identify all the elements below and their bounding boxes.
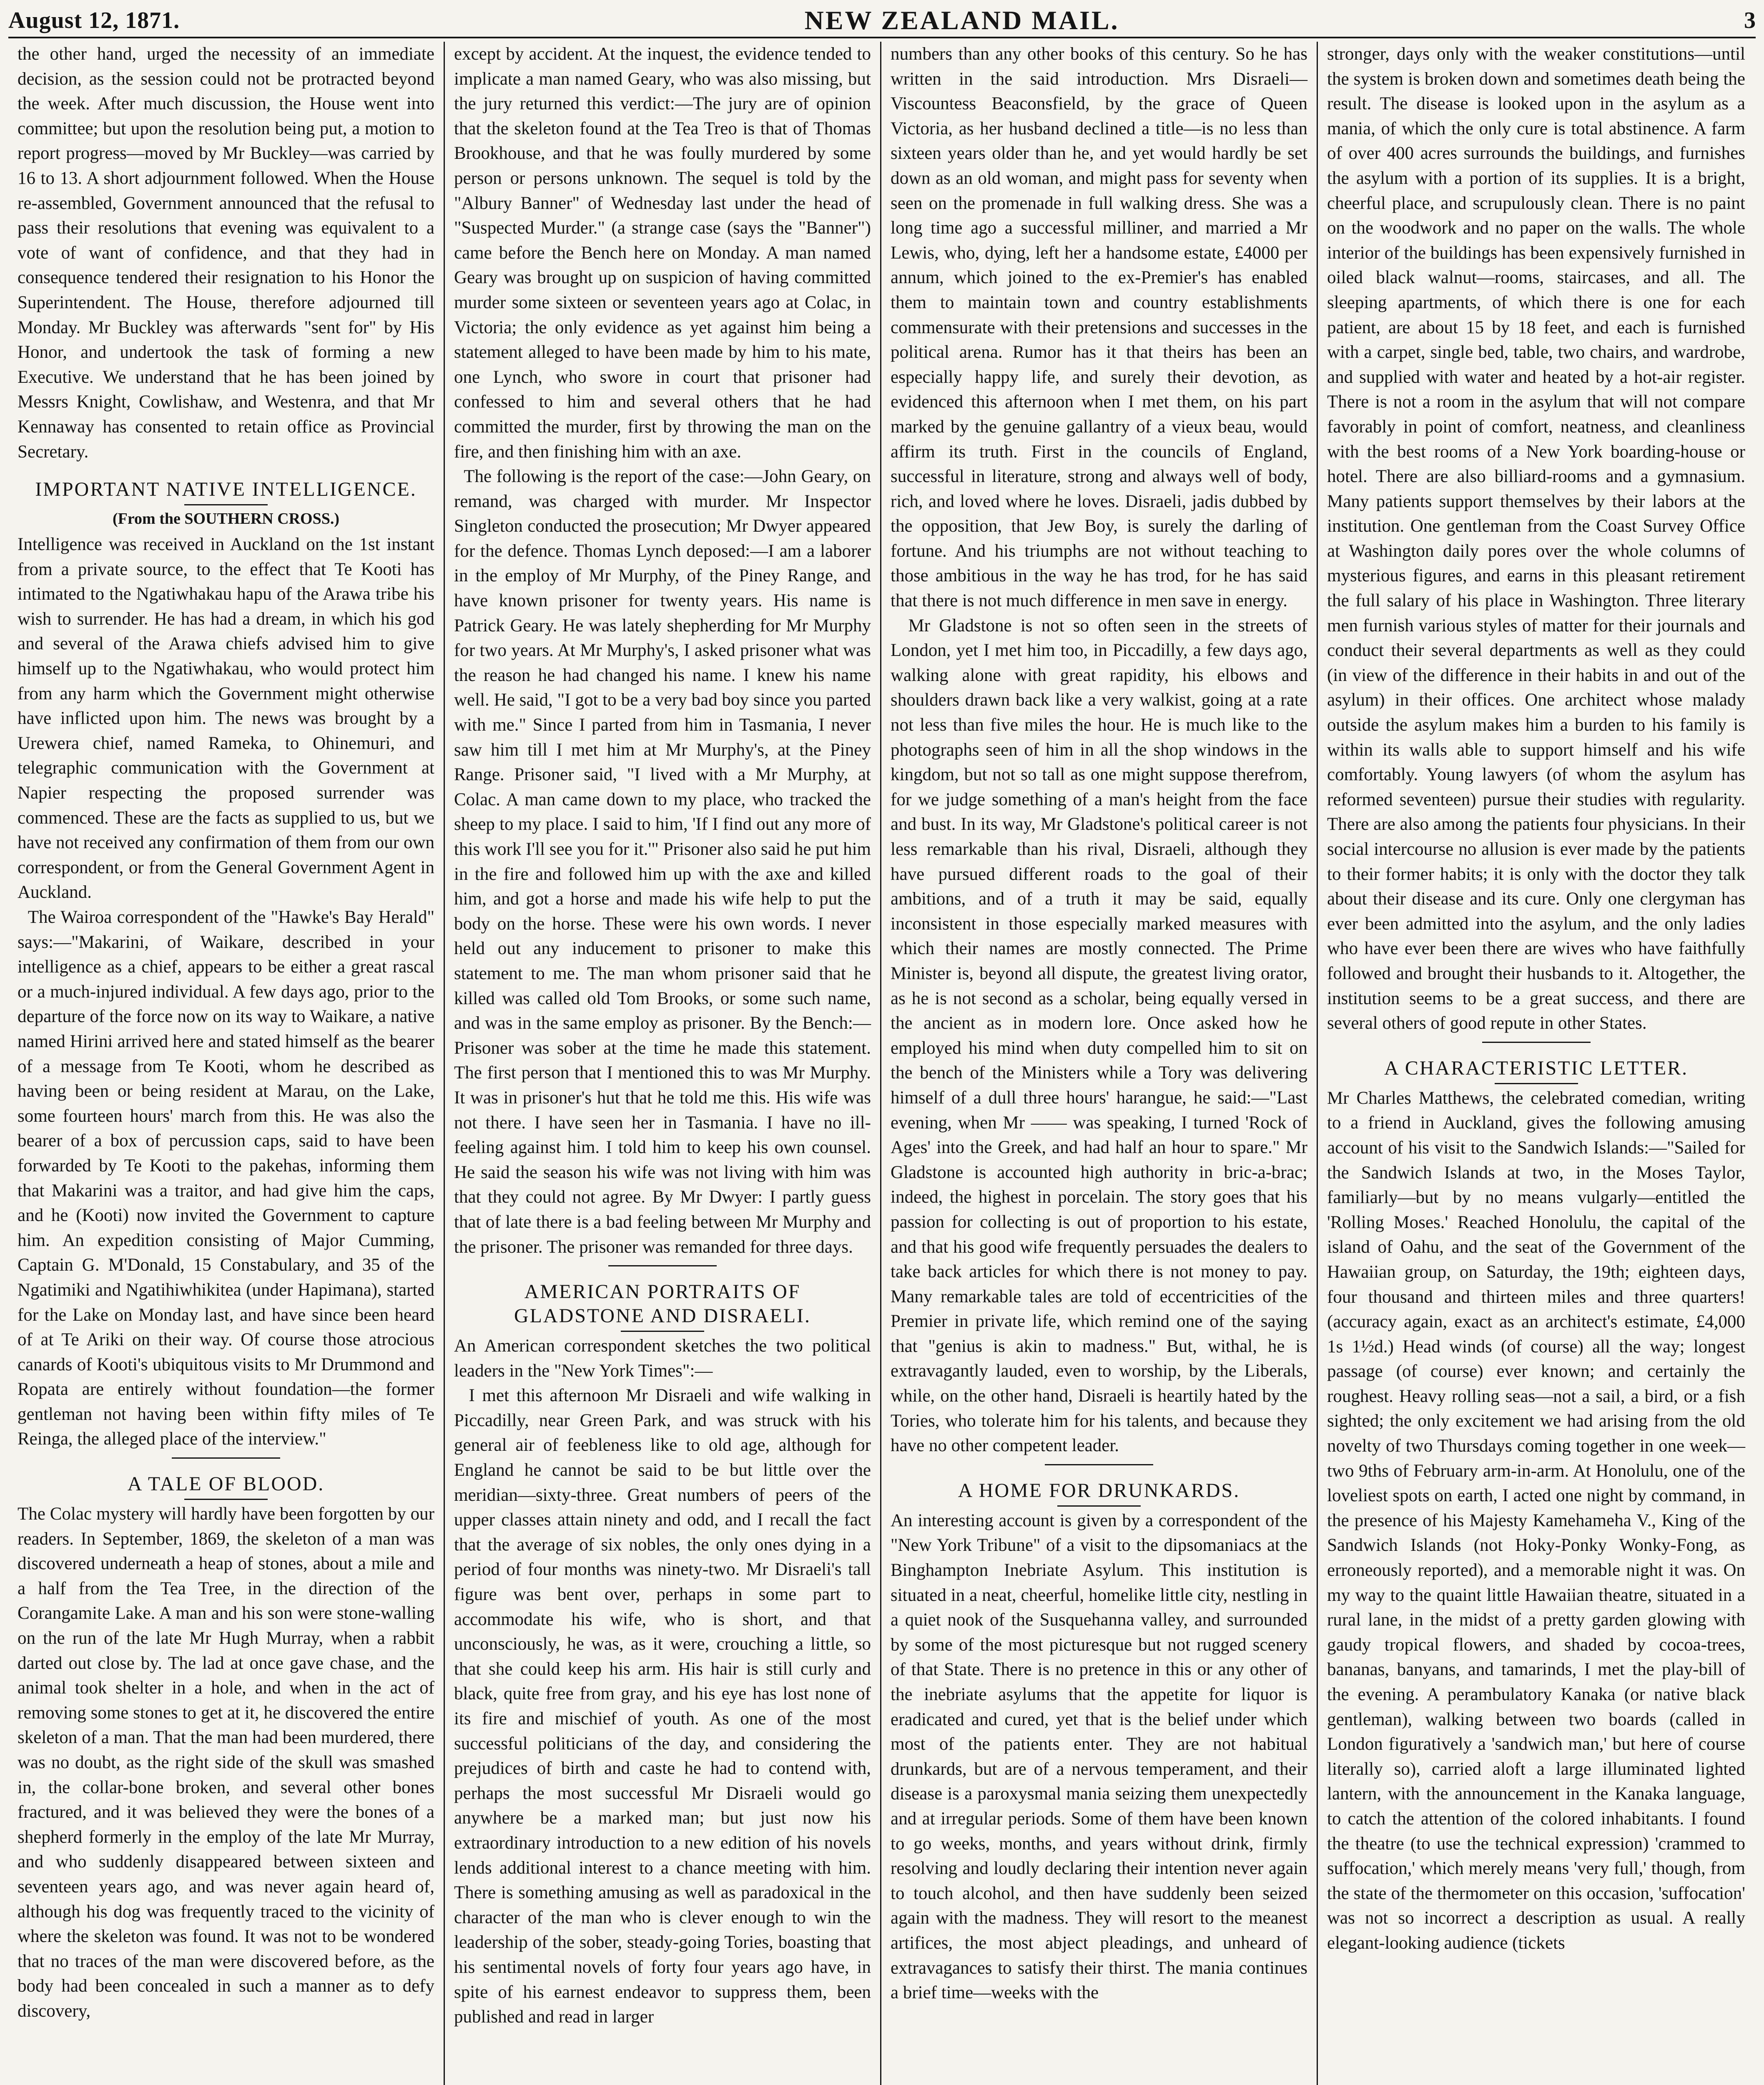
article-tale-of-blood: The Colac mystery will hardly have been forgotten by our readers. In September, 1869, the skeleton of a man was discovered underneath a heap of stones, about a mile and a half from the Tea Tree, in the direction of the Corangamite Lake. A man and his son were stone-walling on the run of the late Mr Hugh Murray, when a rabbit darted out close by. The lad at once gave chase, and the animal took shelter in a hole, and when in the act of removing some stones to get at it, he discovered the entire skeleton of a man. That the man had been murdered, there was no doubt, as the right side of the skull was smashed in, the collar-bone broken, and several other bones fractured, and it was believed they were the bones of a shepherd formerly in the employ of the late Mr Murray, and who suddenly disappeared between sixteen and seventeen years ago, and was never again heard of, although his dog was frequently traced to the vicinity of where the skeleton was found. It was not to be wondered that no traces of the man were discovered before, as the body had been concealed in such a manner as to defy discovery, (18, 1504, 439, 2021)
headline-characteristic-letter: A CHARACTERISTIC LETTER. (1384, 1057, 1689, 1079)
article-divider (608, 1265, 717, 1266)
masthead (8, 4, 1756, 38)
headline-rule (621, 1331, 704, 1332)
article-source: (From the SOUTHERN CROSS.) (113, 510, 339, 528)
issue-date: August 12, 1871. (8, 8, 180, 33)
article-american-portraits: An American correspondent sketches the two political leaders in the "New York Times":— I met this afternoon Mr Disraeli and wife walking in Piccadilly, near Green Park, and was struck with his general air of feebleness like to old age, although for England he cannot be said to be but little over the meridian—sixty-three. Great numbers of peers of the upper classes attain ninety and odd, and I recall the fact that the average of six nobles, the only ones dying in a period of four months was ninety-two. Mr Disraeli's tall figure was bent over, perhaps in some part to accommodate his wife, who is short, and that unconsciously, he was, as it were, crouching a little, so that she could keep his arm. His hair is still curly and black, quite free from gray, and his eye has lost none of its fire and mischief of youth. As one of the most successful politicians of the day, and considering the prejudices of birth and caste he had to contend with, perhaps the most successful Mr Disraeli would go anywhere be a marked man; but just now his extraordinary introduction to a new edition of his novels lends additional interest to a chance meeting with him. There is something amusing as well as paradoxical in the character of the man who is clever enough to win the leadership of the sober, steady-going Tories, boasting that his sentimental novels of forty four years ago have, in spite of his earnest endeavor to suppress them, been published and read in larger (454, 1336, 871, 2027)
headline-tale-of-blood: A TALE OF BLOOD. (127, 1473, 325, 1495)
article-characteristic-letter: Mr Charles Matthews, the celebrated comedian, writing to a friend in Auckland, gives the following amusing account of his visit to the Sandwich Islands:—"Sailed for the Sandwich Islands at two, in the Moses Taylor, familiarly—but by no means vulgarly—entitled the 'Rolling Moses.' Reached Honolulu, the capital of the island of Oahu, and the seat of the Government of the Hawaiian group, on Saturday, the 19th; eighteen days, four thousand and thirteen miles and three quarters! (accuracy again, exact as an architect's estimate, £4,000 1s 1½d.) Head winds (of course) all the way; longest passage (of course) ever known; and certainly the roughest. Heavy rolling seas—not a sail, a bird, or a fish sighted; the only excitement we had arising from the old novelty of two Thursdays coming together in one week—two 9ths of February arm-in-arm. At Honolulu, one of the loveliest spots on earth, I acted one night by command, in the presence of his Majesty Kamehameha V., King of the Sandwich Islands (not Hoky-Ponky Wonky-Fong, as erroneously reported), and a memorable night it was. On my way to the quaint little Hawaiian theatre, situated in a rural lane, in the midst of a pretty garden glowing with gaudy tropical flowers, and shaded by cocoa-trees, bananas, banyans, and tamarinds, I met the play-bill of the evening. A perambulatory Kanaka (or native black gentleman), walking between two boards (called in London figuratively a 'sandwich man,' but here of course literally so), carried aloft a large illuminated lighted lantern, with the announcement in the Kanaka language, to catch the attention of the colored inhabitants. I found the theatre (to use the technical expression) 'crammed to suffocation,' which merely means 'very full,' though, from the state of the thermometer on this occasion, 'suffocation' was not so incorrect a description as usual. A really elegant-looking audience (tickets (1327, 1088, 1750, 1953)
headline-rule (184, 504, 268, 505)
article-divider (1045, 1464, 1153, 1465)
article-home-for-drunkards-continued: stronger, days only with the weaker constitutions—until the system is broken down and sometimes death being the result. The disease is looked upon in the asylum as a mania, of which the only cure is total abstinence. A farm of over 400 acres surrounds the buildings, and furnishes the asylum with a portion of its supplies. It is a bright, cheerful place, and scrupulously clean. There is no paint on the woodwork and no paper on the walls. The whole interior of the buildings has been expensively furnished in oiled black walnut—rooms, staircases, and all. The sleeping apartments, of which there is one for each patient, are about 15 by 18 feet, and each is furnished with a carpet, single bed, table, two chairs, and wardrobe, and supplied with water and heated by a hot-air register. There is not a room in the asylum that will not compare favorably in point of comfort, neatness, and cleanliness with the best rooms of a New York boarding-house or hotel. There are also billiard-rooms and a gymnasium. Many patients support themselves by their labors at the institution. One gentleman from the Coast Survey Office at Washington daily pores over the whole columns of mysterious figures, and earns in this pleasant retirement the full salary of his place in Washington. Three literary men furnish various styles of matter for their journals and conduct their several departments as well as they could (in view of the difference in their habits in and out of the asylum) in their offices. One architect whose malady outside the asylum makes him a burden to his family is within its walls able to support himself and his wife comfortably. Young lawyers (of whom the asylum has reformed seventeen) pursue their studies with regularity. There are also among the patients four physicians. In their social intercourse no allusion is ever made by the patients to their former habits; it is only with the doctor they talk about their disease and its cure. Only one clergyman has ever been admitted into the asylum, and the only ladies who have ever been there are wives who have faithfully followed and brought their husbands to it. Altogether, the institution seems to be a great success, and there are several others of good repute in other States. (1327, 44, 1750, 1033)
headline-rule (1495, 1083, 1578, 1084)
column-2 (445, 42, 881, 2085)
article-divider (172, 1457, 280, 1459)
newspaper-title: NEW ZEALAND MAIL. (804, 5, 1119, 35)
column-3 (881, 42, 1318, 2085)
column-1 (8, 42, 445, 2085)
article-native-intelligence: Intelligence was received in Auckland on the 1st instant from a private source, to the effect that Te Kooti has intimated to the Ngatiwhakau hapu of the Arawa tribe his wish to surrender. He has had a dream, in which his god and several of the Arawa chiefs advised him to give himself up to the Ngatiwhakau, who would protect him from any harm which the Government might otherwise have inflicted upon him. The news was brought by a Urewera chief, named Rameka, to Ohinemuri, and telegraphic communication with the Government at Napier respecting the proposed surrender was commenced. These are the facts as supplied to us, but we have not received any confirmation of them from our own correspondent, or from the General Government Agent in Auckland. The Wairoa correspondent of the "Hawke's Bay Herald" says:—"Makarini, of Waikare, described in your intelligence as a chief, appears to be either a great rascal or a much-injured individual. A few days ago, prior to the departure of the force now on its way to Waikare, a native named Hirini arrived here and stated himself as the bearer of a message from Te Kooti, whom he described as having been or being resident at Marau, on the Lake, some fourteen hours' march from this. He was also the bearer of a box of percussion caps, said to have been forwarded by Te Kooti to the pakehas, informing them that Makarini was a traitor, and had give him the caps, and he (Kooti) now invited the Government to capture him. An expedition consisting of Major Cumming, Captain G. M'Donald, 15 Constabulary, and 35 of the Ngatimiki and Ngatihiwhikitea (under Hapimana), started for the Lake on Monday last, and have since been heard of at Te Ariki on their way. Of course those atrocious canards of Kooti's ubiquitous visits to Mr Drummond and Ropata are entirely without foundation—the former gentleman not having been within fifty miles of Te Reinga, the alleged place of the interview." (18, 535, 435, 1449)
headline-native-intelligence: IMPORTANT NATIVE INTELLIGENCE. (35, 478, 417, 501)
article-continuation: the other hand, urged the necessity of an immediate decision, as the session could not be protracted beyond the week. After much discussion, the House went into committee; but upon the resolution being put, a motion to report progress—moved by Mr Buckley—was carried by 16 to 13. A short adjournment followed. When the House re-assembled, Government announced that the refusal to pass their resolutions that evening was equivalent to a vote of want of confidence, and that they had in consequence tendered their resignation to his Honor the Superintendent. The House, therefore adjourned till Monday. Mr Buckley was afterwards "sent for" by His Honor, and undertook the task of forming a new Executive. We understand that he has been joined by Messrs Knight, Cowlishaw, and Westenra, and that Mr Kennaway has consented to retain office as Provincial Secretary. (18, 44, 439, 462)
headline-rule (184, 1499, 268, 1500)
article-home-for-drunkards: An interesting account is given by a correspondent of the "New York Tribune" of a visit to the dipsomaniacs at the Binghampton Inebriate Asylum. This institution is situated in a neat, cheerful, homelike little city, nestling in a quiet nook of the Susquehanna valley, and surrounded by some of the most picturesque but not rugged scenery of that State. There is no pretence in this or any other of the inebriate asylums that the appetite for liquor is eradicated and cured, yet that is the belief under which most of the patients enter. They are not habitual drunkards, but are of a nervous temperament, and their disease is a paroxysmal mania seizing them unexpectedly and at irregular periods. Some of them have been known to go weeks, months, and years without drink, firmly resolving and loudly declaring their intention never again to touch alcohol, and then have suddenly been seized again with the madness. They will resort to the meanest artifices, the most abject pleadings, and unheard of extravagances to satisfy their thirst. The mania continues a brief time—weeks with the (891, 1510, 1312, 2003)
column-4 (1318, 42, 1754, 2085)
article-american-portraits-continued: numbers than any other books of this century. So he has written in the said introduction. Mrs Disraeli—Viscountess Beaconsfield, by the grace of Queen Victoria, as her husband declined a title—is no less than sixteen years older than he, and yet would hardly be set down as an old woman, and might pass for seventy when seen on the promenade in full walking dress. She was a long time ago a successful milliner, and married a Mr Lewis, who, dying, left her a handsome estate, £4000 per annum, which joined to the ex-Premier's has enabled them to maintain town and country establishments commensurate with their pretensions and successes in the political arena. Rumor has it that theirs has been an especially happy life, and surely their devotion, as evidenced this afternoon when I met them, on his part marked by the genuine gallantry of a vieux beau, would affirm its truth. First in the councils of England, successful in literature, strong and always well of body, rich, and loved where he loves. Disraeli, jadis dubbed by the opposition, that Jew Boy, is surely the darling of fortune. And his triumphs are not without teaching to those ambitious in the way he has trod, for he has said that there is not much difference in men save in energy. Mr Gladstone is not so often seen in the streets of London, yet I met him too, in Piccadilly, a few days ago, walking alone with great rapidity, his elbows and shoulders drawn back like a very walkist, going at a rate not less than five miles the hour. He is much like to the photographs seen of him in all the shop windows in the kingdom, but not so tall as one might suppose therefrom, for we judge something of a man's height from the face and bust. In its way, Mr Gladstone's political career is not less remarkable than his rival, Disraeli, although they have pursued different roads to the goal of their ambitions, and of a truth it may be said, equally inconsistent in those especially marked measures with which their names are mostly connected. The Prime Minister is, beyond all dispute, the greatest living orator, as he is not second as a scholar, being equally versed in the ancient as in modern lore. Once asked how he employed his mind when duty compelled him to sit on the bench of the Ministers while a Tory was delivering himself of a dull three hours' harangue, he said:—"Last evening, when Mr —— was speaking, I turned 'Rock of Ages' into the Greek, and had half an hour to spare." Mr Gladstone is accounted high authority in bric-a-brac; indeed, the highest in porcelain. The story goes that his passion for collecting is out of proportion to his estate, and that his good wife frequently persuades the dealers to take back articles for which there is not money to pay. Many remarkable tales are told of eccentricities of the Premier in private life, which remind one of the saying that "genius is akin to madness." But, withal, he is extravagantly lauded, even to worship, by the Liberals, while, on the other hand, Disraeli is heartily hated by the Tories, who tolerate him for his talents, and because they have no other competent leader. (891, 44, 1307, 1456)
headline-rule (1057, 1505, 1141, 1507)
article-tale-of-blood-continued: except by accident. At the inquest, the evidence tended to implicate a man named Geary, who was also missing, but the jury returned this verdict:—The jury are of opinion that the skeleton found at the Tea Treo is that of Thomas Brookhouse, and that he was foully murdered by some person or persons unknown. The sequel is told by the "Albury Banner" of Wednesday last under the head of "Suspected Murder." (a strange case (says the "Banner") came before the Bench here on Monday. A man named Geary was brought up on suspicion of having committed murder some sixteen or seventeen years ago at Colac, in Victoria; the only evidence as yet against him being a statement alleged to have been made by him to his mate, one Lynch, who swore in court that prisoner had confessed to him and several others that he had committed the murder, first by throwing the man on the fire, and then finishing him with an axe. The following is the report of the case:—John Geary, on remand, was charged with murder. Mr Inspector Singleton conducted the prosecution; Mr Dwyer appeared for the defence. Thomas Lynch deposed:—I am a laborer in the employ of Mr Murphy, of the Piney Range, and have known prisoner for twenty years. His name is Patrick Geary. He was lately shepherding for Mr Murphy for two years. At Mr Murphy's, I asked prisoner what was the reason he had changed his name. I knew his name well. He said, "I got to be a very bad boy since you parted with me." Since I parted from him in Tasmania, I never saw him till I met him at Mr Murphy's, at the Piney Range. Prisoner said, "I lived with a Mr Murphy, at Colac. A man came down to my place, who tracked the sheep to my place. I said to him, 'If I find out any more of this work I'll see you for it.'" Prisoner also said he put him in the fire and followed him up with the axe and killed him, and got a horse and made his wife help to put the body on the horse. These were his own words. I never held out any inducement to prisoner to make this statement to me. The man whom prisoner said that he killed was called old Tom Brooks, or some such name, and was in the same employ as prisoner. By the Bench:—Prisoner was sober at the time he made this statement. The first person that I mentioned this to was Mr Murphy. It was in prisoner's hut that he told me this. His wife was not there. I have seen her in Tasmania. I have no ill-feeling against him. I told him to keep his own counsel. He said the season his wife was not living with him was that they could not agree. By Mr Dwyer: I partly guess that of late there is a bad feeling between Mr Murphy and the prisoner. The prisoner was remanded for three days. (454, 44, 871, 1257)
headline-home-for-drunkards: A HOME FOR DRUNKARDS. (958, 1479, 1240, 1502)
page-number: 3 (1744, 8, 1756, 33)
columns (8, 42, 1756, 2085)
article-divider (1482, 1042, 1591, 1043)
headline-american-portraits: AMERICAN PORTRAITS OF GLADSTONE AND DISRAELI. (514, 1281, 811, 1327)
